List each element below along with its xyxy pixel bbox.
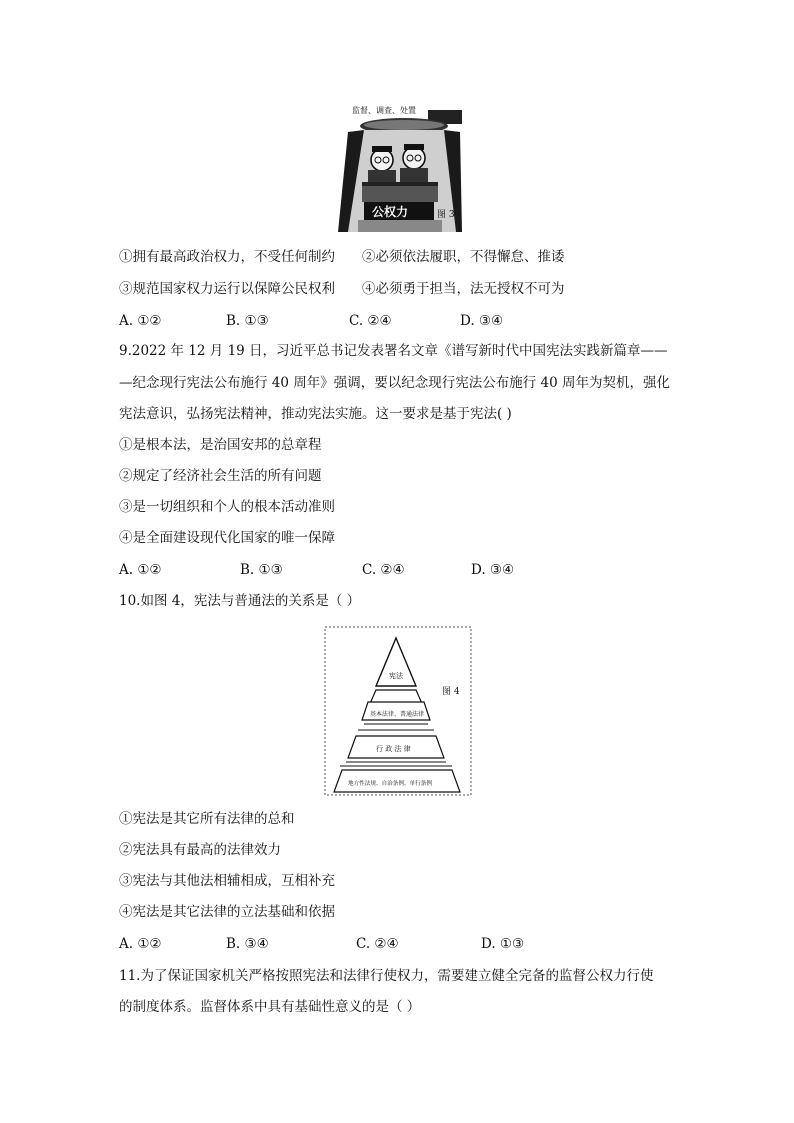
q8-statement-3: ③规范国家权力运行以保障公民权利 <box>119 281 335 297</box>
q9-statement-1: ①是根本法，是治国安邦的总章程 <box>119 437 322 453</box>
q9-statement-3: ③是一切组织和个人的根本活动准则 <box>119 499 335 515</box>
q10-option-d[interactable]: D. ①③ <box>481 936 525 952</box>
pyramid-label-administrative: 行 政 法 律 <box>376 745 411 753</box>
q10-stem: 10.如图 4，宪法与普通法的关系是（ ） <box>119 593 361 609</box>
q10-statement-3: ③宪法与其他法相辅相成，互相补充 <box>119 873 335 889</box>
pyramid-label-local: 地方性法规、自治条例、单行条例 <box>348 781 432 787</box>
q10-option-a[interactable]: A. ①② <box>119 936 162 952</box>
q8-statement-pair-1 <box>119 248 565 266</box>
q9-option-d[interactable]: D. ③④ <box>471 562 515 578</box>
q9-option-a[interactable]: A. ①② <box>119 562 162 578</box>
q11-stem-line-2: 的制度体系。监督体系中具有基础性意义的是（ ） <box>119 999 421 1015</box>
q10-option-c[interactable]: C. ②④ <box>356 936 399 952</box>
q8-option-a[interactable]: A. ①② <box>119 313 162 329</box>
figure-3-banner: 公权力 <box>372 205 409 219</box>
q8-statement-4: ④必须勇于担当，法无授权不可为 <box>362 281 565 297</box>
q10-statement-4: ④宪法是其它法律的立法基础和依据 <box>119 904 335 920</box>
q9-statement-4: ④是全面建设现代化国家的唯一保障 <box>119 530 335 546</box>
figure-4-label: 图 4 <box>442 687 460 697</box>
q9-option-c[interactable]: C. ②④ <box>362 562 405 578</box>
q8-option-d[interactable]: D. ③④ <box>460 313 504 329</box>
q10-statement-1: ①宪法是其它所有法律的总和 <box>119 811 295 827</box>
figure-3-illustration <box>338 100 462 232</box>
q9-stem-line-2: —纪念现行宪法公布施行 40 周年》强调，要以纪念现行宪法公布施行 40 周年为契机，强化 <box>119 375 671 391</box>
q8-statement-2: ②必须依法履职，不得懈怠、推诿 <box>362 249 565 265</box>
q9-statement-2: ②规定了经济社会生活的所有问题 <box>119 468 322 484</box>
pyramid-label-constitution: 宪法 <box>389 672 403 680</box>
q8-statement-1: ①拥有最高政治权力，不受任何制约 <box>119 249 335 265</box>
q10-statement-2: ②宪法具有最高的法律效力 <box>119 842 281 858</box>
figure-4-pyramid <box>324 626 472 796</box>
q8-option-c[interactable]: C. ②④ <box>349 313 392 329</box>
figure-3-top-caption: 监督、调查、处置 <box>352 106 416 115</box>
q9-option-b[interactable]: B. ①③ <box>240 562 283 578</box>
q9-stem-line-3: 宪法意识，弘扬宪法精神，推动宪法实施。这一要求是基于宪法( ) <box>119 406 512 422</box>
figure-4-diagram <box>324 626 472 796</box>
q8-option-b[interactable]: B. ①③ <box>226 313 269 329</box>
pyramid-label-basic-law: 基本法律、普通法律 <box>370 711 425 718</box>
q10-option-b[interactable]: B. ③④ <box>226 936 269 952</box>
q9-stem-line-1: 9.2022 年 12 月 19 日，习近平总书记发表署名文章《谱写新时代中国宪法实践新篇章—— <box>119 343 668 359</box>
q8-statement-pair-2 <box>119 280 565 298</box>
q11-stem-line-1: 11.为了保证国家机关严格按照宪法和法律行使权力，需要建立健全完备的监督公权力行使 <box>119 968 654 984</box>
figure-3-label: 图 3 <box>437 210 455 220</box>
figure-3-cartoon <box>338 100 462 232</box>
